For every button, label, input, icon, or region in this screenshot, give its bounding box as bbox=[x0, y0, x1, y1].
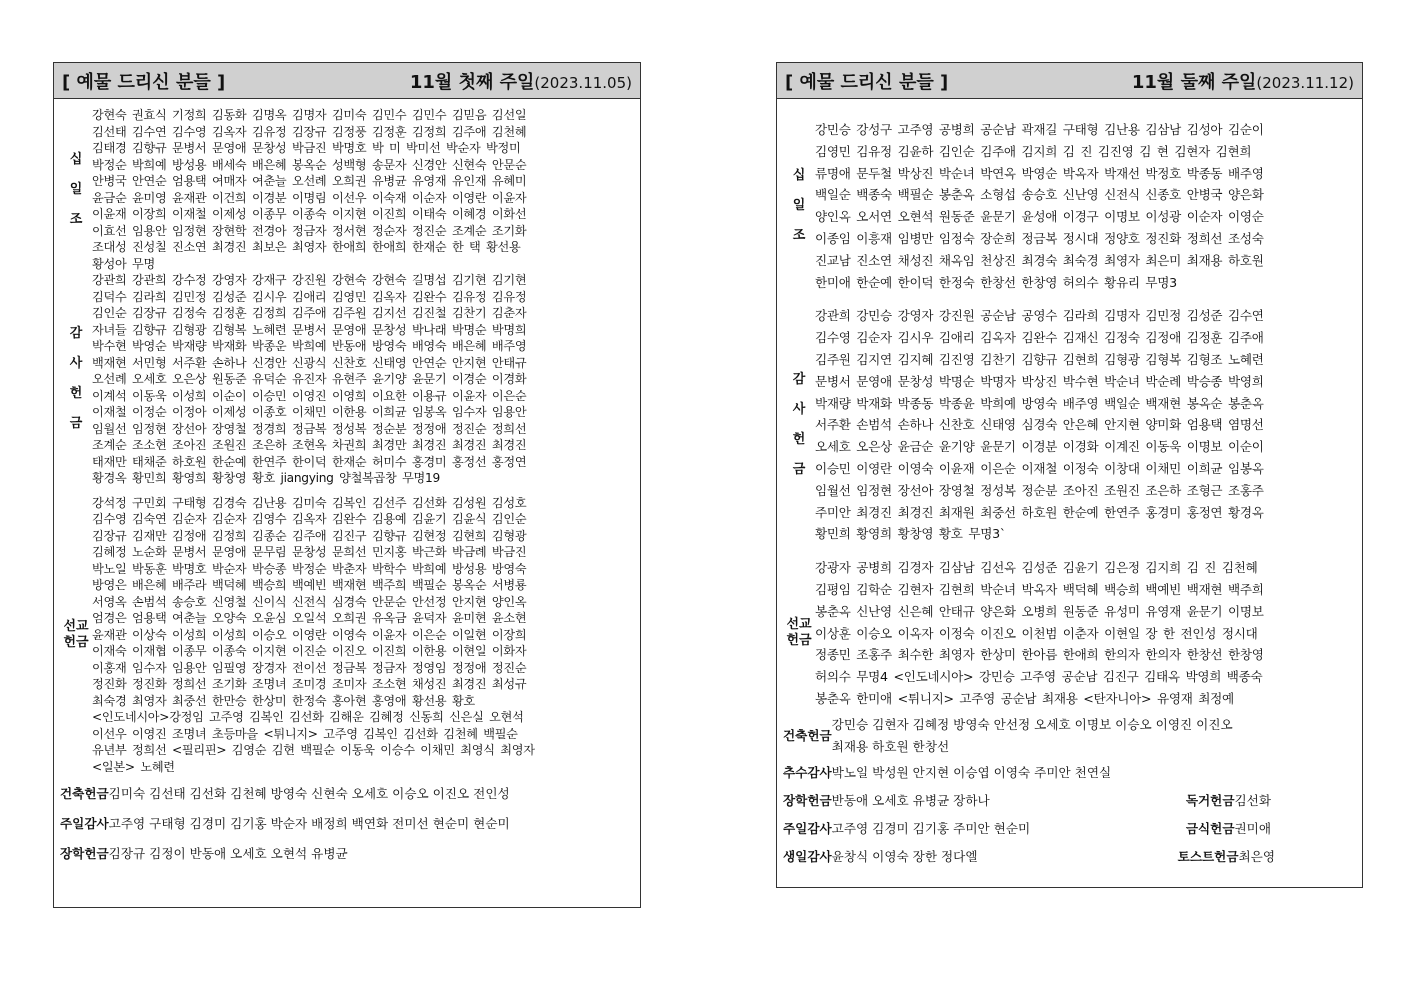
name-line: 강현숙 권효식 기정희 김동화 김명옥 김명자 김미숙 김민수 김민수 김믿음 김선일 bbox=[92, 108, 527, 122]
name-line: 허의수 무명4 <인도네시아> 강민승 고주영 공순남 김진구 김태옥 박영희 백종숙 bbox=[815, 669, 1263, 685]
name-line: 박정순 박희예 방성용 배세숙 배은혜 봉옥순 성백형 송문자 신경안 신현숙 안문순 bbox=[92, 157, 527, 172]
name-list bbox=[92, 107, 634, 272]
name-line: 오세호 오은상 윤금순 윤기양 윤문기 이경분 이경화 이계진 이동욱 이명보 이순이 bbox=[815, 439, 1264, 455]
week-label: 11월 둘째 주일 bbox=[1131, 71, 1257, 93]
panel-header bbox=[54, 63, 640, 99]
section-label: 감 사 헌 금 bbox=[69, 326, 83, 432]
name-line: 이홍재 임수자 임용안 임필영 장경자 전이선 정금복 정금자 정영임 정정애 정진순 bbox=[92, 660, 527, 675]
name-line: 유년부 정희선 <필리핀> 김영순 김현 백필순 이동욱 이승수 이채민 최영식 최영자 bbox=[92, 743, 535, 757]
name-line: 조계순 조소현 조아진 조원진 조은하 조현옥 차권희 최경만 최경진 최경진 최경진 bbox=[92, 438, 527, 452]
harvest-thanks: 추수감사 박노일 박성원 안지현 이승엽 이영숙 주미안 천연실 bbox=[783, 764, 1112, 780]
name-list bbox=[815, 119, 1356, 293]
name-line: 방영은 배은혜 배주라 백덕혜 백승희 백예빈 백재현 백주희 백필순 봉옥순 서병룡 bbox=[92, 578, 527, 592]
name-line: 진교남 진소연 채성진 채옥임 천상진 최경숙 최숙경 최영자 최은미 최재용 하호원 bbox=[815, 252, 1264, 268]
name-line: 황성아 무명 bbox=[92, 256, 155, 271]
name-line: 이승민 이영란 이영숙 이윤재 이은순 이재철 이정숙 이창대 이채민 이희균 임봉옥 bbox=[815, 460, 1264, 476]
panel-title: [ 예물 드리신 분들 ] bbox=[62, 71, 226, 93]
name-line: 엄경은 엄용택 여춘늘 오양숙 오윤심 오일석 오희권 유옥금 윤덕자 윤미현 윤소현 bbox=[92, 611, 527, 625]
name-line: 자녀들 김향규 김형광 김형복 노혜련 문병서 문영애 문창성 박나래 박명순 박명희 bbox=[92, 322, 527, 337]
offering-row: 생일감사윤창식 이영숙 장한 정다엘 토스트헌금최은영 bbox=[783, 848, 1275, 864]
name-list bbox=[815, 305, 1356, 545]
name-line: 조대성 진성칠 진소연 최경진 최보은 최영자 한애희 한애희 한재순 한 택 황선용 bbox=[92, 240, 521, 254]
name-line: 박수현 박영순 박재량 박재화 박종운 박희예 반동애 방영숙 배영숙 배은혜 배주영 bbox=[92, 339, 527, 353]
name-list bbox=[92, 495, 634, 776]
name-line: 양인옥 오서연 오현석 원동준 윤문기 윤성애 이경구 이명보 이성광 이순자 이영순 bbox=[815, 209, 1264, 225]
panel-header bbox=[777, 63, 1362, 99]
section-label: 선교 헌금 bbox=[63, 618, 89, 650]
name-line: 오선례 오세호 오은상 원동준 유덕순 유진자 유현주 윤기양 윤문기 이경순 이경화 bbox=[92, 372, 527, 386]
name-line: 봉춘옥 한미애 <튀니지> 고주영 공순남 최재용 <탄자니아> 유영재 최정예 bbox=[815, 690, 1234, 706]
name-line: 윤재관 이상숙 이성희 이성희 이승오 이영란 이영숙 이윤자 이은순 이일현 이장희 bbox=[92, 627, 527, 642]
name-line: 김태경 김향규 문병서 문영애 문창성 박금진 박명호 박 미 박미선 박순자 박정미 bbox=[92, 141, 521, 155]
building-offering: 건축헌금 강민승 김현자 김혜정 방영숙 안선정 오세호 이명보 이승오 이영진 이진오 최재용 하호원 한창선 bbox=[783, 716, 1233, 754]
name-line: 이선우 이영진 조명녀 초등마을 <튀니지> 고주영 김복인 김선화 김천혜 백필순 bbox=[92, 726, 518, 741]
name-line: 박노일 박동훈 박명호 박순자 박승종 박정순 박춘자 박학수 박희예 방성용 방영숙 bbox=[92, 561, 527, 576]
name-line: 김평임 김학순 김현자 김현희 박순녀 박옥자 백덕혜 백승희 백예빈 백재현 백주희 bbox=[815, 581, 1264, 597]
name-line: 봉춘옥 신난영 신은혜 안태규 양은화 오병희 원동준 유성미 유영재 윤문기 이명보 bbox=[815, 603, 1264, 619]
name-line: 주미안 최경진 최경진 최재원 최중선 하호원 한순예 한연주 홍경미 홍정연 황경옥 bbox=[815, 504, 1264, 520]
name-line: 백재현 서민형 서주환 손하나 신경안 신광식 신찬호 신태영 안연순 안지현 안태규 bbox=[92, 355, 527, 370]
section-label: 선교 헌금 bbox=[786, 617, 812, 649]
name-line: 김주원 김지연 김지혜 김진영 김찬기 김향규 김현희 김형광 김형복 김형조 노혜련 bbox=[815, 351, 1264, 367]
name-line: 윤금순 윤미영 윤재관 이건희 이경분 이명림 이선우 이숙재 이순자 이영란 이윤자 bbox=[92, 190, 527, 205]
name-line: 김수영 김숙연 김순자 김순자 김영수 김옥자 김완수 김용예 김윤기 김윤식 김인순 bbox=[92, 512, 527, 526]
name-line: 강민승 강성구 고주영 공병희 공순남 곽재길 구태형 김난용 김삼남 김성아 김순이 bbox=[815, 122, 1264, 137]
offering-row: 장학헌금반동애 오세호 유병균 장하나 독거헌금김선화 bbox=[783, 792, 1271, 808]
name-line: 정진화 정진화 정희선 조기화 조명녀 조미경 조미자 조소현 채성진 최경진 최성규 bbox=[92, 677, 527, 691]
name-line: 강관희 강민승 강영자 강진원 공순남 공영수 김라희 김명자 김민정 김성준 김수연 bbox=[815, 308, 1264, 324]
name-line: 김장규 김재만 김정애 김정희 김종순 김주애 김진구 김향규 김현정 김현희 김형광 bbox=[92, 528, 527, 543]
tithe-section bbox=[783, 119, 1356, 293]
name-line: 황민희 황영희 황창영 황호 무명3` bbox=[815, 526, 1006, 542]
name-line: 이효선 임용안 임정현 장현학 전경아 정금자 정서현 정순자 정진순 조계순 조기화 bbox=[92, 223, 527, 238]
name-line: 정종민 조홍주 최수한 최영자 한상미 한아름 한애희 한의자 한의자 한창선 한창영 bbox=[815, 647, 1264, 663]
name-line: 한미애 한순예 한이덕 한정숙 한창선 한창영 허의수 황유리 무명3 bbox=[815, 274, 1177, 290]
name-line: 김인순 김장규 김정숙 김정훈 김정희 김주애 김주원 김지선 김진철 김찬기 김춘자 bbox=[92, 306, 527, 320]
name-line: 이재철 이정순 이정아 이제성 이종호 이채민 이한용 이희균 임봉옥 임수자 임용안 bbox=[92, 405, 527, 419]
name-line: 김수영 김순자 김시우 김애리 김옥자 김완수 김재신 김정숙 김정애 김정훈 김주애 bbox=[815, 330, 1264, 346]
scholarship-offering: 장학헌금 김장규 김정이 반동애 오세호 오현석 유병균 bbox=[60, 846, 348, 861]
name-line: 이재숙 이재협 이종무 이종숙 이지현 이진순 이진오 이진희 이한용 이현일 이화자 bbox=[92, 644, 527, 658]
section-label: 감 사 헌 금 bbox=[792, 372, 806, 478]
name-line: 김선태 김수연 김수영 김옥자 김유정 김장규 김정풍 김정훈 김정희 김주애 김천혜 bbox=[92, 124, 527, 139]
week-label: 11월 첫째 주일 bbox=[409, 71, 535, 93]
name-line: 임월선 임정현 장선아 장영철 정경희 정금복 정성복 정순분 정정애 정진순 정희선 bbox=[92, 421, 527, 436]
offering-row: 주일감사고주영 김경미 김기홍 주미안 현순미 금식헌금권미애 bbox=[783, 820, 1271, 836]
name-line: 서주환 손범석 손하나 신찬호 신태영 심경숙 안은혜 안지현 양미화 엄용택 염명선 bbox=[815, 417, 1264, 433]
week-date: (2023.11.12) bbox=[1256, 73, 1354, 92]
name-line: 류명애 문두철 박상진 박순녀 박연옥 박영순 박옥자 박재선 박정호 박종동 배주영 bbox=[815, 165, 1264, 181]
name-line: 안병국 안연순 엄용택 여매자 여춘늘 오선례 오희권 유병균 유영재 유인재 유혜미 bbox=[92, 174, 527, 188]
thanks-offering-section bbox=[60, 272, 634, 487]
name-list bbox=[815, 557, 1356, 710]
name-line: 서영옥 손범석 송승호 신영철 신이식 신전식 심경숙 안문순 안선정 안지현 양인옥 bbox=[92, 594, 527, 609]
tithe-section bbox=[60, 107, 634, 272]
name-line: 이종임 이흥재 임병만 임정숙 장순희 정금복 정시대 정양호 정진화 정희선 조성숙 bbox=[815, 230, 1264, 246]
section-label: 십 일 조 bbox=[69, 151, 83, 227]
name-line: 이윤재 이장희 이재철 이제성 이종무 이종숙 이지현 이진희 이태숙 이혜경 이화선 bbox=[92, 207, 527, 221]
name-line: 강관희 강관희 강수정 강영자 강재구 강진원 강현숙 강현숙 길명섭 김기현 김기현 bbox=[92, 273, 527, 287]
mission-offering-section bbox=[783, 557, 1356, 710]
name-line: <일본> 노혜련 bbox=[92, 759, 175, 774]
name-line: 황경옥 황민희 황영희 황창영 황호 jiangying 양철복곱창 무명19 bbox=[92, 471, 440, 485]
mission-offering-section bbox=[60, 495, 634, 776]
name-line: 박재량 박재화 박종동 박종윤 박희예 방영숙 배주영 백일순 백재현 봉옥순 봉춘옥 bbox=[815, 395, 1264, 411]
building-offering: 건축헌금 김미숙 김선태 김선화 김천혜 방영숙 신현숙 오세호 이승오 이진오 전인성 bbox=[60, 786, 510, 801]
name-line: 이계석 이동욱 이성희 이순이 이승민 이영진 이영희 이요한 이용규 이윤자 이은순 bbox=[92, 388, 527, 403]
offering-list-week2 bbox=[776, 62, 1363, 888]
name-line: 최숙경 최영자 최중선 한만승 한상미 한정숙 홍아현 홍영애 황선용 황호 bbox=[92, 693, 475, 708]
panel-title: [ 예물 드리신 분들 ] bbox=[785, 71, 949, 93]
section-label: 십 일 조 bbox=[792, 168, 806, 244]
name-line: 김영민 김유정 김윤하 김인순 김주애 김지희 김 진 김진영 김 현 김현자 김현희 bbox=[815, 143, 1252, 159]
name-line: 강광자 공병희 김경자 김삼남 김선옥 김성준 김윤기 김은정 김지희 김 진 김천혜 bbox=[815, 560, 1258, 576]
name-line: 임월선 임정현 장선아 장영철 정성복 정순분 조아진 조원진 조은하 조형근 조홍주 bbox=[815, 482, 1264, 498]
offering-list-week1 bbox=[53, 62, 641, 908]
name-line: 김덕수 김라희 김민정 김성준 김시우 김애리 김영민 김옥자 김완수 김유정 김유정 bbox=[92, 289, 527, 304]
name-line: 강석정 구민회 구태형 김경숙 김난용 김미숙 김복인 김선주 김선화 김성원 김성호 bbox=[92, 495, 527, 510]
name-line: 태재만 태채준 하호원 한순예 한연주 한이덕 한재순 허미수 홍경미 홍정선 홍정연 bbox=[92, 454, 527, 469]
name-line: 백일순 백종숙 백필순 봉춘옥 소형섭 송승호 신난영 신전식 신종호 안병국 양은화 bbox=[815, 187, 1264, 203]
name-line: 문병서 문영애 문창성 박명순 박명자 박상진 박수현 박순녀 박순례 박승종 박영희 bbox=[815, 373, 1264, 389]
thanks-offering-section bbox=[783, 305, 1356, 545]
name-list bbox=[92, 272, 634, 487]
sunday-thanks: 주일감사 고주영 구태형 김경미 김기홍 박순자 배정희 백연화 전미선 현순미 현순미 bbox=[60, 816, 510, 831]
name-line: 김혜정 노순화 문병서 문영애 문무림 문창성 문희선 민지홍 박근화 박금례 박금진 bbox=[92, 545, 527, 559]
week-date: (2023.11.05) bbox=[534, 73, 632, 92]
name-line: <인도네시아>강정임 고주영 김복인 김선화 김해운 김혜정 신동희 신은실 오현석 bbox=[92, 710, 524, 724]
name-line: 이상훈 이승오 이옥자 이정숙 이진오 이천범 이춘자 이현일 장 한 전인성 정시대 bbox=[815, 625, 1258, 641]
